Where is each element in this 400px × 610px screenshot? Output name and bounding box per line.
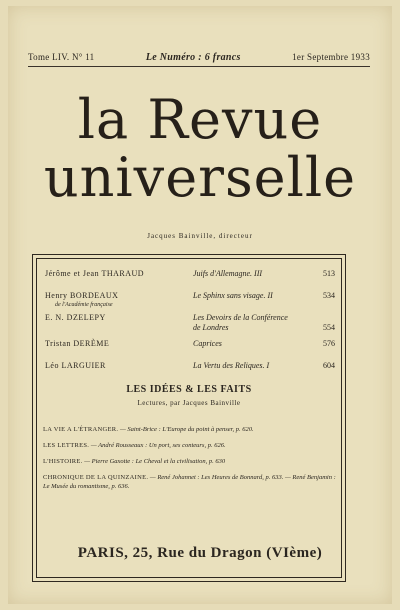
- entry-author: E. N. DZELEPY: [45, 313, 106, 322]
- entry-title-line-2: de Londres: [193, 323, 229, 332]
- publisher-address: PARIS, 25, Rue du Dragon (VIème): [77, 545, 323, 561]
- rubric-name: LA VIE A L'ÉTRANGER.: [43, 426, 119, 433]
- section-title: LES IDÉES & LES FAITS: [126, 384, 252, 395]
- entry-title: Caprices: [193, 339, 222, 348]
- entry-title: Le Sphinx sans visage. II: [193, 291, 273, 300]
- header-line: [28, 52, 370, 63]
- rubric-name: L'HISTOIRE.: [43, 458, 83, 465]
- rubric-name: CHRONIQUE DE LA QUINZAINE.: [43, 474, 149, 481]
- entry-title: Les Devoirs de la Conférence: [193, 313, 288, 322]
- entry-page: 604: [323, 361, 335, 370]
- rubric-item: [43, 441, 337, 450]
- entry-author: Léo LARGUIER: [45, 361, 106, 370]
- table-of-contents: [32, 254, 346, 582]
- rubric-text: — Saint-Brice : L'Europe du point à penser, p. 620.: [119, 426, 254, 433]
- director-line: Jacques Bainville, directeur: [147, 232, 253, 240]
- entry-title: La Vertu des Reliques. I: [193, 361, 270, 370]
- entry-author: Jérôme et Jean THARAUD: [45, 269, 145, 278]
- rubric-name: LES LETTRES.: [43, 442, 90, 449]
- masthead-line-2: universelle: [43, 146, 357, 209]
- rubric-item: [43, 425, 337, 434]
- entry-page: 576: [323, 339, 335, 348]
- section-subtitle: Lectures, par Jacques Bainville: [137, 399, 241, 407]
- entry-page: 513: [323, 269, 335, 278]
- volume-number: Tome LIV. N° 11: [28, 52, 95, 62]
- rubric-text: — René Johannet : Les Heures de Bonnard, p. 633. — René Benjamin : Le Musée du romantisme, p. 636.: [43, 474, 336, 490]
- entry-author: Henry BORDEAUX: [45, 291, 119, 300]
- entry-author-subtitle: de l'Académie française: [55, 302, 113, 308]
- rubric-text: — André Rousseaux : Un port, ses conteurs, p. 626.: [90, 442, 226, 449]
- entry-author: Tristan DERÈME: [45, 339, 110, 348]
- masthead-line-1: la Revue: [77, 88, 323, 151]
- rubric-text: — Pierre Gaxotte : Le Cheval et la civilisation, p. 630: [84, 458, 226, 465]
- issue-date: 1er Septembre 1933: [292, 52, 370, 62]
- entry-page: 534: [323, 291, 335, 300]
- header-rule: [28, 66, 370, 67]
- entry-page: 554: [323, 323, 335, 332]
- rubric-item: [43, 457, 337, 466]
- issue-price: Le Numéro : 6 francs: [145, 52, 241, 63]
- rubric-item: [43, 473, 337, 491]
- entry-title: Juifs d'Allemagne. III: [193, 269, 263, 278]
